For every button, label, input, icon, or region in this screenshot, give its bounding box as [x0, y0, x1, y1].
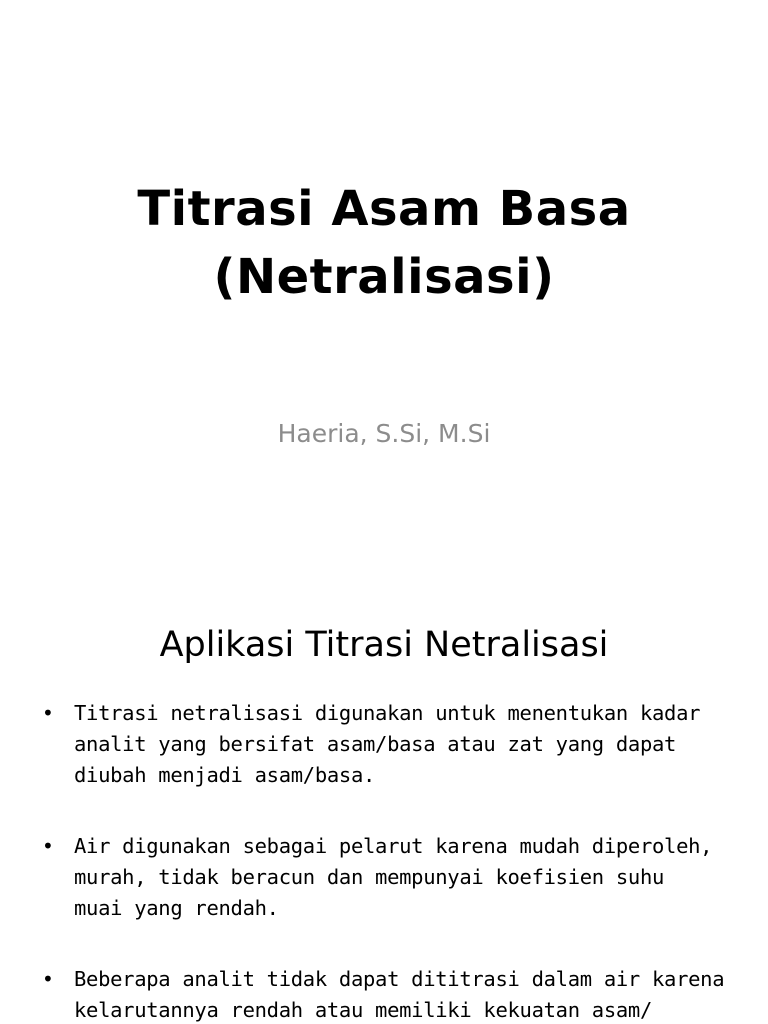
bullet-line: analit yang bersifat asam/basa atau zat yang dapat	[74, 732, 677, 756]
bullet-line: Air digunakan sebagai pelarut karena mudah diperoleh,	[74, 834, 713, 858]
presentation-title	[0, 175, 768, 311]
bullet-line: Titrasi netralisasi digunakan untuk menentukan kadar	[74, 701, 701, 725]
title-line-1: Titrasi Asam Basa	[137, 181, 631, 237]
bullet-dot-icon: •	[42, 967, 54, 991]
author-subtitle: Haeria, S.Si, M.Si	[277, 419, 491, 448]
bullet-line: kelarutannya rendah atau memiliki kekuatan asam/	[74, 998, 653, 1022]
bullet-line: Beberapa analit tidak dapat dititrasi dalam air karena	[74, 967, 725, 991]
title-line-2: (Netralisasi)	[213, 249, 555, 305]
bullet-item	[40, 698, 740, 791]
bullet-line: muai yang rendah.	[74, 896, 279, 920]
bullet-dot-icon: •	[42, 834, 54, 858]
bullet-dot-icon: •	[42, 701, 54, 725]
bullet-list	[40, 698, 740, 1024]
bullet-item	[40, 964, 740, 1024]
bullet-item	[40, 831, 740, 924]
bullet-line: diubah menjadi asam/basa.	[74, 763, 376, 787]
bullet-line: murah, tidak beracun dan mempunyai koefisien suhu	[74, 865, 665, 889]
content-slide	[0, 576, 768, 1024]
slide-heading: Aplikasi Titrasi Netralisasi	[159, 625, 609, 665]
